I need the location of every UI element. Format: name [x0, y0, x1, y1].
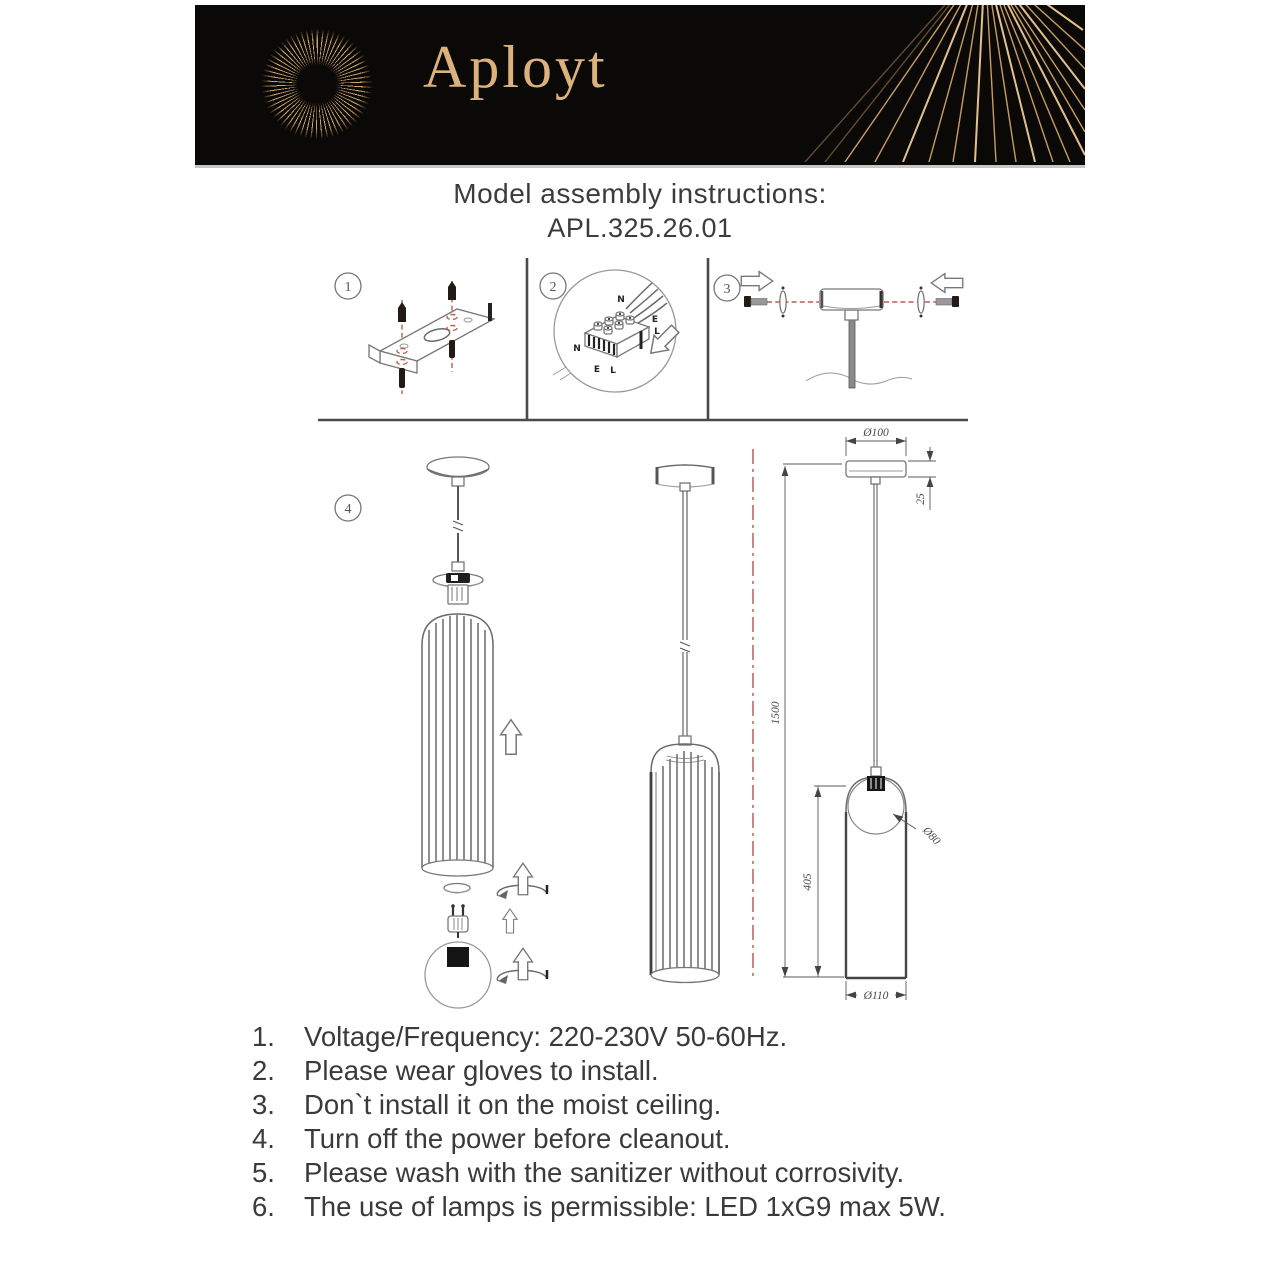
- push-arrow-right-icon: [931, 274, 963, 293]
- svg-text:Ø110: Ø110: [863, 990, 889, 1002]
- dim-canopy-diameter: [846, 427, 906, 456]
- g9-bulb: [448, 904, 468, 938]
- step4-assembly-diagram: [422, 457, 547, 1008]
- instruction-text: The use of lamps is permissible: LED 1xG9 max 5W.: [304, 1191, 946, 1222]
- globe-diffuser: [425, 942, 491, 1008]
- step2-number: 2: [549, 280, 557, 295]
- step3-canopy-diagram: [741, 272, 963, 388]
- instruction-item: [252, 1023, 946, 1051]
- wire-label-n: N: [617, 295, 625, 305]
- step1-number: 1: [344, 280, 352, 295]
- dim-overall-height: [770, 464, 844, 977]
- wire-label-l: L: [654, 327, 660, 337]
- instruction-number: 3.: [252, 1089, 275, 1120]
- instruction-text: Don`t install it on the moist ceiling.: [304, 1089, 722, 1120]
- step1-mounting-diagram: [369, 281, 494, 394]
- safety-instructions-list: [252, 1023, 946, 1221]
- assembled-lamp-drawing: [651, 465, 719, 983]
- lamp-holder-disc: [433, 573, 483, 604]
- instruction-number: 1.: [252, 1021, 275, 1052]
- instruction-text: Please wear gloves to install.: [304, 1055, 659, 1086]
- dim-globe-diameter: [891, 811, 942, 847]
- instruction-number: 5.: [252, 1157, 275, 1188]
- instruction-text: Voltage/Frequency: 220-230V 50-60Hz.: [304, 1021, 788, 1052]
- instruction-number: 2.: [252, 1055, 275, 1086]
- svg-text:Ø80: Ø80: [920, 824, 943, 848]
- step-number-badges: [335, 273, 740, 521]
- dim-shade-height: [802, 786, 846, 977]
- instruction-number: 6.: [252, 1191, 275, 1222]
- svg-text:25: 25: [915, 493, 927, 505]
- retainer-ring: [444, 884, 470, 894]
- svg-text:Ø100: Ø100: [863, 427, 889, 439]
- instruction-text: Turn off the power before cleanout.: [304, 1123, 731, 1154]
- model-number: APL.325.26.01: [547, 213, 733, 243]
- lift-arrow-icon: [501, 720, 522, 755]
- instruction-item: [252, 1091, 946, 1119]
- twist-arrows: [497, 863, 547, 984]
- terminal-label-e: E: [593, 365, 601, 375]
- brand-wordmark: Aployt: [423, 34, 608, 100]
- instruction-item: [252, 1193, 946, 1221]
- instruction-number: 4.: [252, 1123, 275, 1154]
- exploded-shade: [422, 614, 493, 876]
- exploded-canopy: [427, 457, 489, 486]
- step3-number: 3: [723, 282, 731, 297]
- dim-shade-diameter: [846, 981, 906, 1002]
- push-arrow-left-icon: [741, 272, 773, 291]
- instruction-item: [252, 1125, 946, 1153]
- title-line1: Model assembly instructions:: [453, 178, 827, 209]
- instruction-item: [252, 1159, 946, 1187]
- dimension-drawing: [770, 427, 943, 1002]
- step2-wiring-diagram: [553, 270, 683, 392]
- svg-text:405: 405: [802, 873, 814, 891]
- terminal-label-n: N: [573, 344, 581, 354]
- wire-label-e: E: [651, 315, 659, 325]
- terminal-label-l: L: [610, 366, 616, 376]
- exploded-cord: [452, 486, 464, 571]
- dim-canopy-height: [908, 447, 936, 510]
- step4-number: 4: [344, 502, 352, 517]
- instruction-item: [252, 1057, 946, 1085]
- svg-text:1500: 1500: [770, 701, 782, 725]
- instruction-text: Please wash with the sanitizer without corrosivity.: [304, 1157, 905, 1188]
